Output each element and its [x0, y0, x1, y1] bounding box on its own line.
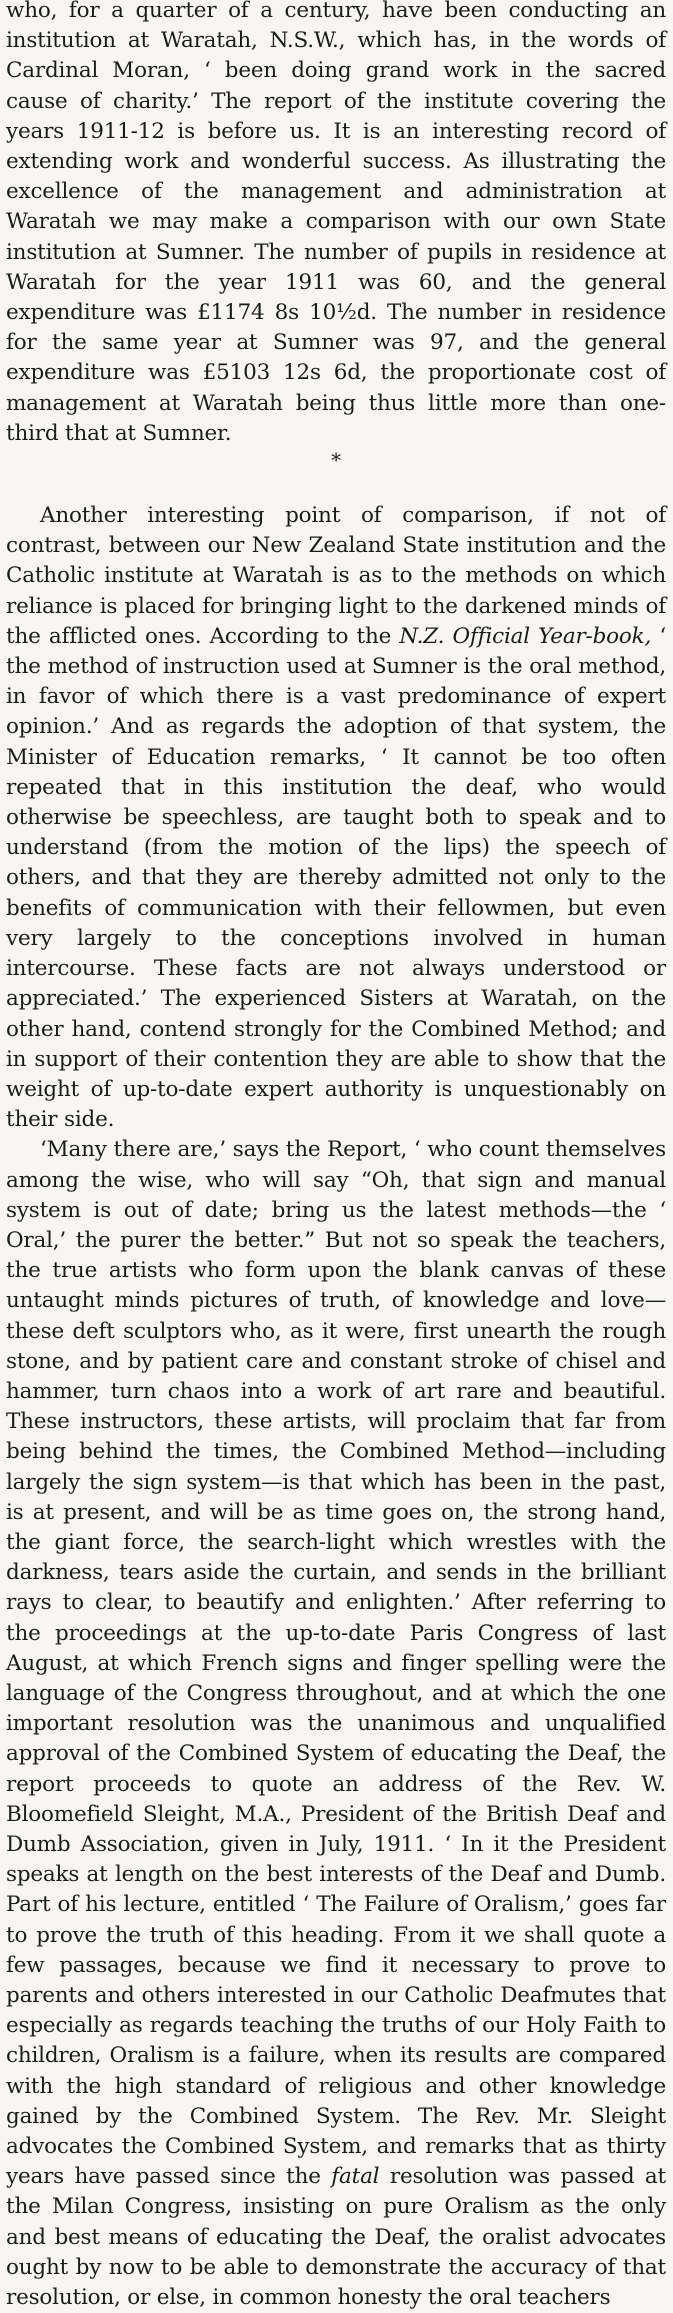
paragraph-report-quote [6, 1135, 666, 2313]
paragraph-methods-comparison [6, 501, 666, 1135]
newspaper-column [6, 0, 666, 2313]
publication-title: N.Z. Official Year-book, [399, 623, 652, 649]
paragraph-text: ‘Many there are,’ says the Report, ‘ who count themselves among the wise, who will say “Oh, that sign and manual system is out of date; bring us the latest methods—the ‘ Oral,’ the purer the better.” But not so speak the teachers, the true artists who form upon the blank canvas of these untaught minds pictures of truth, of knowledge and love—these deft sculptors who, as it were, first unearth the rough stone, and by patient care and constant stroke of chisel and hammer, turn chaos into a work of art rare and beautiful. These instructors, these artists, will proclaim that far from being behind the times, the Combined Method—including largely the sign system—is that which has been in the past, is at present, and will be as time goes on, the strong hand, the giant force, the search-light which wrestles with the darkness, tears aside the curtain, and sends in the brilliant rays to clear, to beautify and enlighten.’ After referring to the proceedings at the up-to-date Paris Congress of last August, at which French signs and finger spelling were the language of the Congress throughout, and at which the one important resolution was the unanimous and unqualified approval of the Combined System of educating the Deaf, the report proceeds to quote an address of the Rev. W. Bloomefield Sleight, M.A., President of the British Deaf and Dumb Association, given in July, 1911. ‘ In it the President speaks at length on the best interests of the Deaf and Dumb. Part of his lecture, entitled ‘ The Failure of Oralism,’ goes far to prove the truth of this heading. From it we shall quote a few passages, because we find it necessary to prove to parents and others interested in our Catholic Deafmutes that especially as regards teaching the truths of our Holy Faith to children, Oralism is a failure, when its results are compared with the high standard of religious and other knowledge gained by the Combined System. The Rev. Mr. Sleight advocates the Combined System, and remarks that as thirty years have passed since the [6, 1137, 666, 2190]
paragraph-waratah-report [6, 0, 666, 449]
paragraph-text: ‘ the method of instruction used at Sumner is the oral method, in favor of which there is a vast predominance of expert opinion.’ And as regards the adoption of that system, the Minister of Education remarks, ‘ It cannot be too often repeated that in this institution the deaf, who would otherwise be speechless, are taught both to speak and to understand (from the motion of the lips) the speech of others, and that they are thereby admitted not only to the benefits of communication with their fellowmen, but even very largely to the conceptions involved in human intercourse. These facts are not always understood or appreciated.’ The experienced Sisters at Waratah, on the other hand, contend strongly for the Combined Method; and in support of their contention they are able to show that the weight of up-to-date expert authority is unquestionably on their side. [6, 623, 666, 1133]
emphasis-word: fatal [331, 2164, 380, 2190]
paragraph-text: Another interesting point of comparison, if not of contrast, between our New Zealand State institution and the Catholic institute at Waratah is as to the methods on which reliance is placed for bringing light to the darkened minds of the afflicted ones. According to the [6, 503, 666, 649]
section-separator-asterisk: * [331, 448, 341, 473]
paragraph-text: who, for a quarter of a century, have been conducting an institution at Waratah, N.S.W., which has, in the words of Cardinal Moran, ‘ been doing grand work in the sacred cause of charity.’ The report of the institute covering the years 1911-12 is before us. It is an interesting record of extending work and wonderful success. As illustrating the excellence of the management and administration at Waratah we may make a comparison with our own State institution at Sumner. The number of pupils in residence at Waratah for the year 1911 was 60, and the general expenditure was £1174 8s 10½d. The number in residence for the same year at Sumner was 97, and the general expenditure was £5103 12s 6d, the proportionate cost of management at Waratah being thus little more than one-third that at Sumner. [6, 0, 666, 446]
paragraph-text: resolution was passed at the Milan Congress, insisting on pure Oralism as the only and best means of educating the Deaf, the oralist advocates ought by now to be able to demonstrate the accuracy of that resolution, or else, in common honesty the oral teachers [6, 2164, 666, 2311]
